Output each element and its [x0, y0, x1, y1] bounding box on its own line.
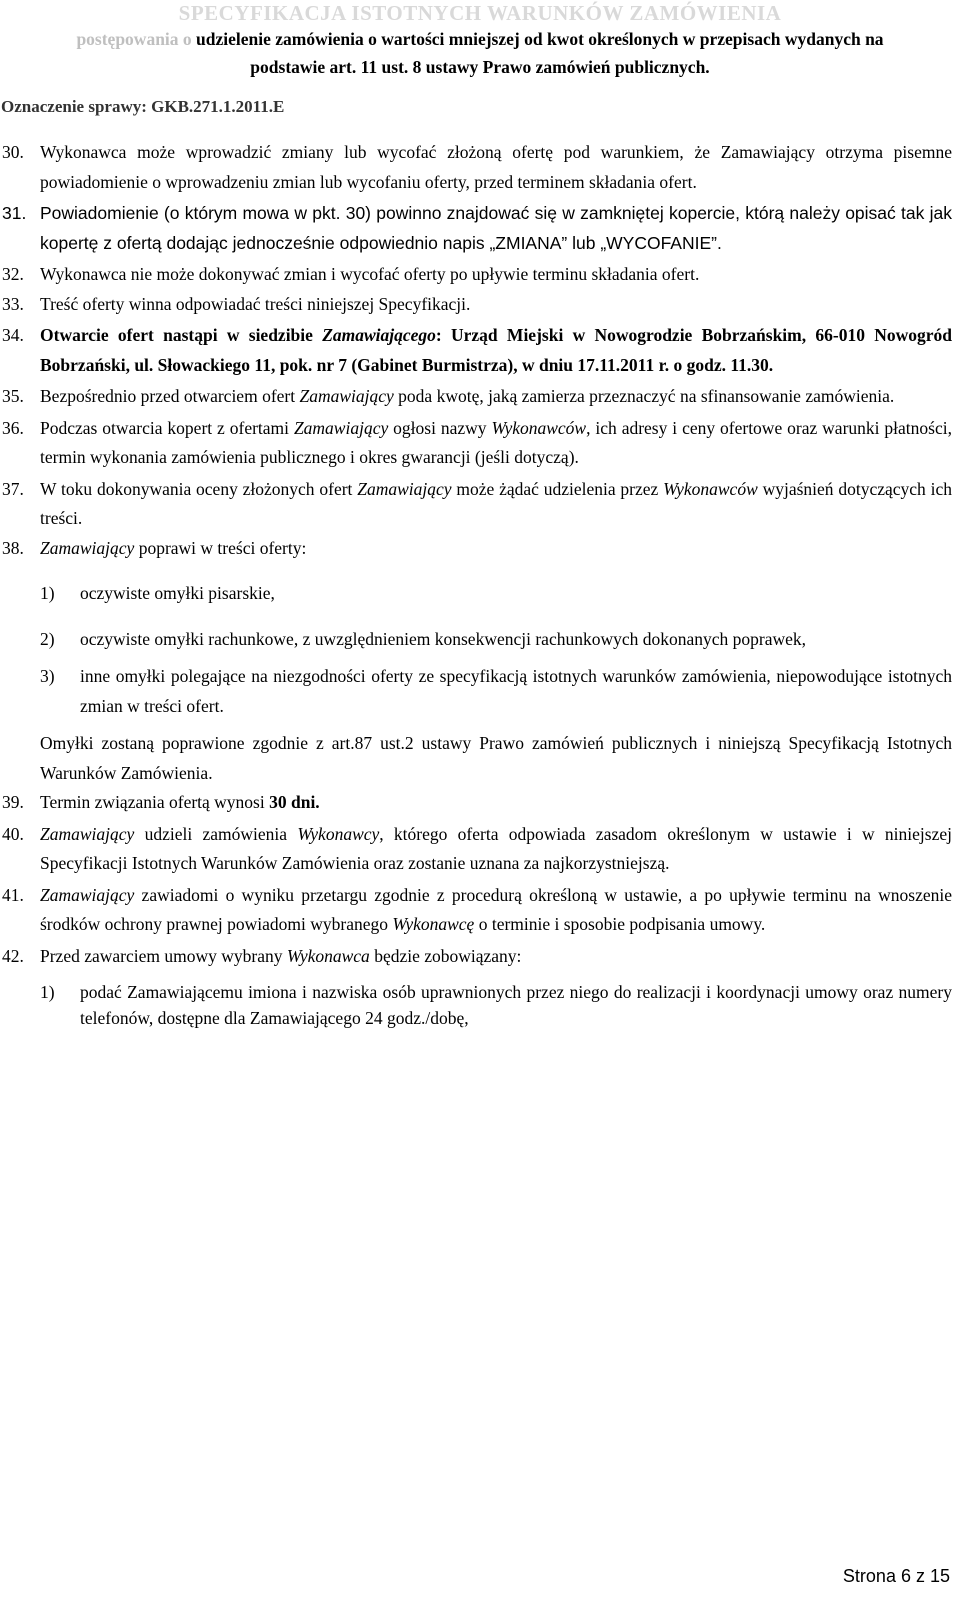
- item-number: 35.: [2, 386, 24, 406]
- sub-text: oczywiste omyłki rachunkowe, z uwzględnieniem konsekwencji rachunkowych dokonanych poprawek,: [80, 628, 807, 649]
- item-text: , ich adresy i ceny ofertowe oraz warunki płatności, termin wykonania zamówienia publicznego i okres gwarancji (jeśli dotyczą).: [40, 417, 952, 467]
- item-42: [0, 942, 960, 972]
- case-reference: Oznaczenie sprawy: GKB.271.1.2011.E: [1, 97, 285, 116]
- item-number: 36.: [2, 417, 24, 438]
- item-35: [0, 382, 960, 412]
- item-number: 41.: [2, 884, 24, 905]
- item-41: [0, 881, 960, 940]
- item-38-sub-3: [0, 662, 960, 721]
- item-text-bold-italic: Zamawiającego: [322, 325, 436, 345]
- item-text: zawiadomi o wyniku przetargu zgodnie z procedurą określoną w ustawie, a po upływie terminu na wnoszenie środków ochrony prawnej powiadomi wybranego: [40, 884, 952, 934]
- item-text: , którego oferta odpowiada zasadom określonym w ustawie i w niniejszej Specyfikacji Istotnych Warunków Zamówienia oraz zostanie uznana za najkorzystniejszą.: [40, 823, 952, 873]
- item-text: ogłosi nazwy: [388, 417, 492, 438]
- item-38: [0, 534, 960, 564]
- item-38-sub-2: [0, 625, 960, 655]
- item-number: 37.: [2, 478, 24, 499]
- item-text-bold: : Urząd Miejski w Nowogrodzie Bobrzańskim, 66-010 Nowogród Bobrzański, ul. Słowackiego 11, pok. nr 7 (Gabinet Burmistrza), w dniu 17.11.2011 r. o godz. 11.30.: [40, 325, 952, 375]
- header-subtitle-rest: udzielenie zamówienia o wartości mniejszej od kwot określonych w przepisach wydanych na: [196, 29, 884, 49]
- item-text: udzieli zamówienia: [134, 823, 298, 844]
- item-text: może żądać udzielenia przez: [451, 478, 664, 499]
- item-37: [0, 475, 960, 534]
- item-number: 33.: [2, 293, 24, 314]
- sub-number: 1): [40, 982, 55, 1002]
- item-number: 30.: [2, 142, 24, 162]
- item-39: [0, 788, 960, 818]
- item-number: 42.: [2, 945, 24, 966]
- sub-text: inne omyłki polegające na niezgodności oferty ze specyfikacją istotnych warunków zamówienia, niepowodujące istotnych zmian w treści ofert.: [80, 666, 952, 716]
- document-body: [0, 138, 960, 1031]
- item-number: 40.: [2, 823, 24, 844]
- item-text-italic: Zamawiający: [40, 537, 135, 558]
- item-34: [0, 321, 960, 380]
- header-subtitle-line2: podstawie art. 11 ust. 8 ustawy Prawo zamówień publicznych.: [250, 57, 710, 77]
- item-38-closing: Omyłki zostaną poprawione zgodnie z art.87 ust.2 ustawy Prawo zamówień publicznych i niniejszą Specyfikacją Istotnych Warunków Zamówienia.: [40, 733, 952, 783]
- sub-number: 2): [40, 628, 55, 649]
- sub-number: 3): [40, 666, 55, 686]
- item-text: poda kwotę, jaką zamierza przeznaczyć na sfinansowanie zamówienia.: [393, 386, 895, 406]
- item-40: [0, 820, 960, 879]
- item-30: [0, 138, 960, 197]
- item-text: Treść oferty winna odpowiadać treści niniejszej Specyfikacji.: [40, 293, 471, 314]
- item-38-sub-1: [0, 579, 960, 609]
- item-text: Powiadomienie (o którym mowa w pkt. 30) powinno znajdować się w zamkniętej kopercie, którą należy opisać tak jak kopertę z ofertą dodając jednocześnie odpowiednio napis „ZMIANA” lub „WYCOFANIE”.: [40, 203, 952, 253]
- sub-number: 1): [40, 583, 55, 603]
- item-text: W toku dokonywania oceny złożonych ofert: [40, 478, 358, 499]
- item-text-bold: Otwarcie ofert nastąpi w siedzibie: [40, 325, 323, 345]
- item-text: Podczas otwarcia kopert z ofertami: [40, 417, 294, 438]
- item-text-italic: Zamawiający: [293, 417, 389, 438]
- header-title: SPECYFIKACJA ISTOTNYCH WARUNKÓW ZAMÓWIENIA: [178, 1, 782, 25]
- item-text: Wykonawca może wprowadzić zmiany lub wycofać złożoną ofertę pod warunkiem, że Zamawiający otrzyma pisemne powiadomienie o wprowadzeniu zmian lub wycofaniu oferty, przed terminem składania ofert.: [40, 142, 952, 192]
- item-number: 38.: [2, 537, 24, 558]
- item-number: 34.: [2, 325, 24, 345]
- item-text: Wykonawca nie może dokonywać zmian i wycofać oferty po upływie terminu składania ofert.: [40, 264, 700, 284]
- item-text-italic: Zamawiający: [40, 884, 135, 905]
- item-text-italic: Wykonawców: [663, 478, 758, 499]
- page-number: Strona 6 z 15: [842, 1566, 950, 1586]
- item-42-sub-1: [0, 979, 960, 1031]
- item-text-italic: Wykonawcy: [297, 823, 380, 844]
- item-text-italic: Wykonawca: [286, 945, 370, 966]
- item-number: 31.: [2, 203, 27, 223]
- header-subtitle-line1: [0, 29, 960, 50]
- item-text-bold: 30 dni.: [269, 792, 320, 812]
- header-subtitle-faint: postępowania o: [76, 29, 197, 49]
- sub-text: podać Zamawiającemu imiona i nazwiska osób uprawnionych przez niego do realizacji i koordynacji umowy oraz numery telefonów, dostępne dla Zamawiającego 24 godz./dobę,: [80, 982, 952, 1028]
- item-text: Termin związania ofertą wynosi: [40, 792, 270, 812]
- item-31: [0, 199, 960, 258]
- item-number: 39.: [2, 792, 24, 812]
- item-text: Przed zawarciem umowy wybrany: [40, 945, 287, 966]
- item-text: Bezpośrednio przed otwarciem ofert: [40, 386, 300, 406]
- item-32: [0, 260, 960, 290]
- item-text: wyjaśnień dotyczących ich treści.: [40, 478, 952, 528]
- item-33: [0, 290, 960, 320]
- item-text-italic: Zamawiający: [357, 478, 452, 499]
- item-text-italic: Wykonawców: [491, 417, 587, 438]
- item-text-italic: Zamawiający: [299, 386, 394, 406]
- item-36: [0, 414, 960, 473]
- item-text: poprawi w treści oferty:: [134, 537, 307, 558]
- item-text: będzie zobowiązany:: [369, 945, 522, 966]
- item-text-italic: Wykonawcę: [392, 914, 475, 934]
- item-text-italic: Zamawiający: [40, 823, 135, 844]
- sub-text: oczywiste omyłki pisarskie,: [80, 583, 275, 603]
- item-text: o terminie i sposobie podpisania umowy.: [474, 914, 766, 934]
- item-number: 32.: [2, 264, 24, 284]
